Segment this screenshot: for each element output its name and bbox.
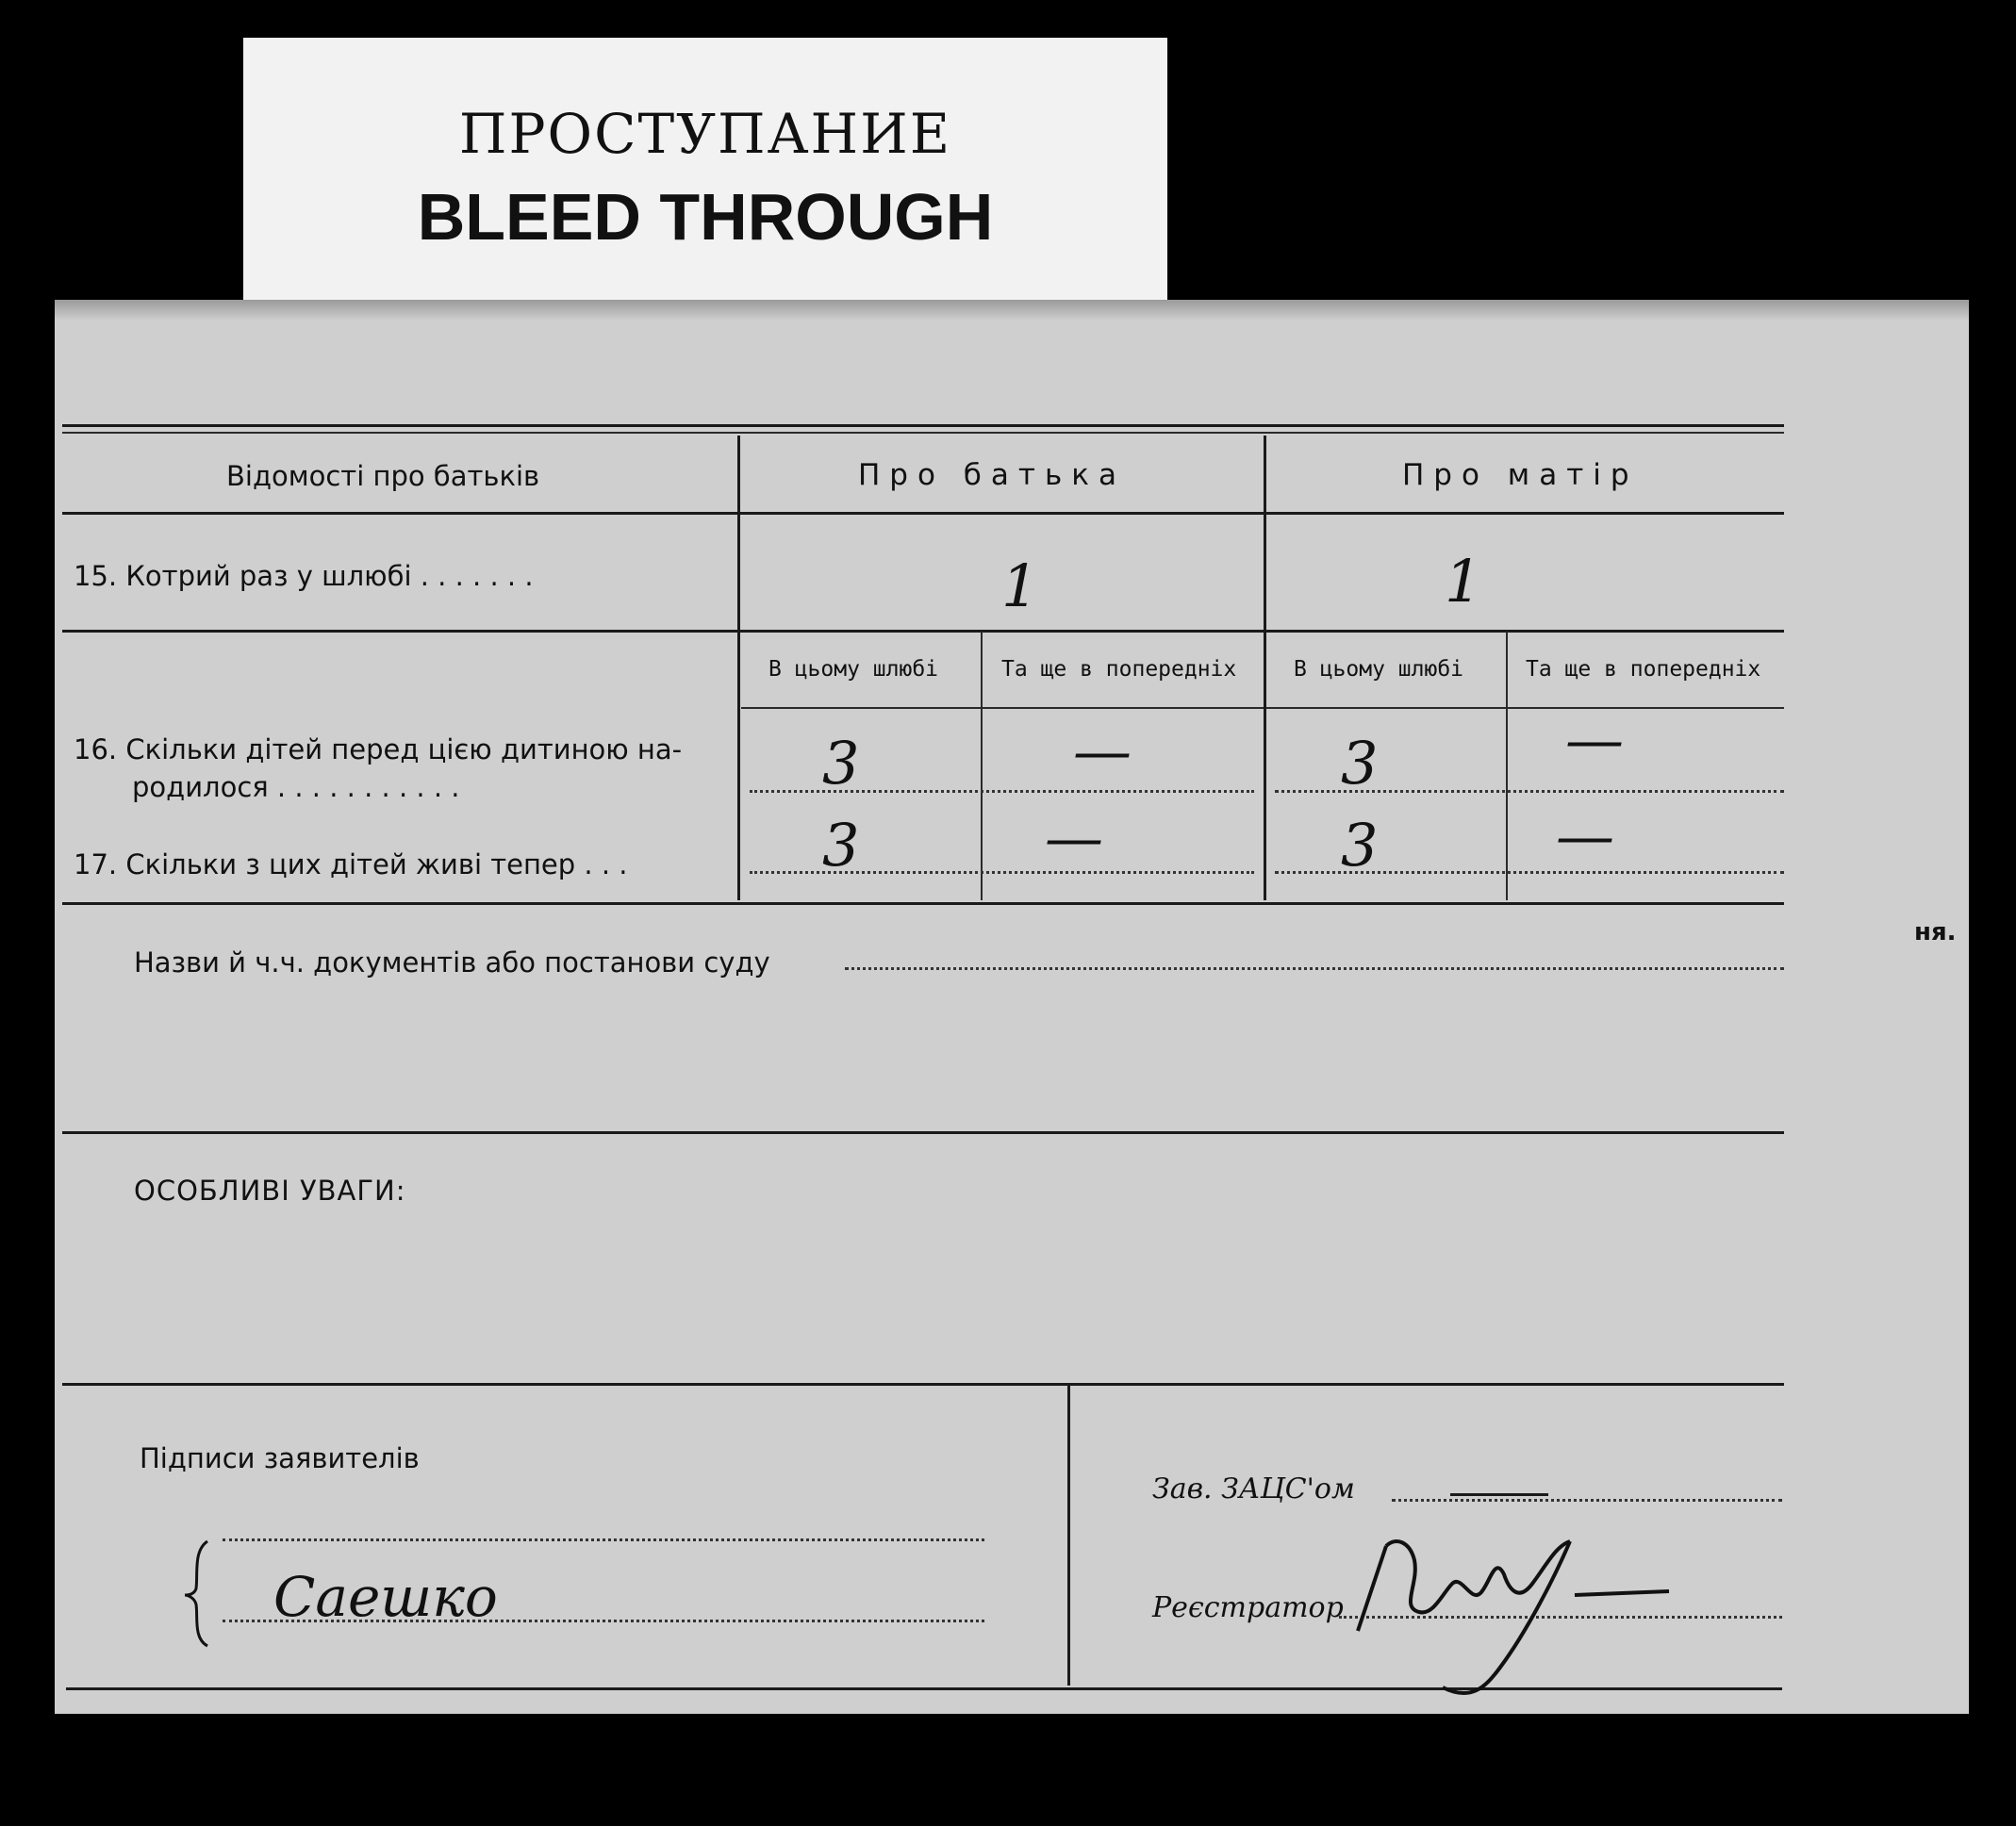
row17-mother-current: 3 — [1341, 811, 1379, 880]
row17-father-previous: — — [1045, 803, 1103, 872]
subheader-mother-current: В цьому шлюбі — [1294, 657, 1464, 682]
sheet-top-shadow — [55, 300, 1969, 321]
row16-label-line2: родилося . . . . . . . . . . . — [132, 771, 460, 803]
rule-row17-bottom — [62, 902, 1784, 905]
rule-subheader-bottom — [741, 707, 1784, 709]
rule-top-double — [62, 432, 1784, 434]
rule-top — [62, 424, 1784, 427]
registrar-signature — [1330, 1518, 1688, 1706]
rule-remarks-bottom — [62, 1383, 1784, 1386]
col-divider-mother-sub — [1506, 632, 1508, 900]
rule-documents-bottom — [62, 1131, 1784, 1134]
rule-header-bottom — [62, 512, 1784, 515]
applicant-signature: Саешко — [273, 1565, 498, 1629]
head-zags-dotline — [1392, 1499, 1782, 1502]
row16-father-previous: — — [1073, 716, 1132, 785]
row16-mother-previous: — — [1565, 705, 1624, 774]
col-divider-1 — [737, 436, 740, 900]
row15-father-value: 1 — [1001, 551, 1039, 620]
row15-mother-value: 1 — [1445, 547, 1482, 616]
header-parents-info: Відомості про батьків — [226, 460, 540, 492]
row16-father-current: 3 — [822, 729, 860, 798]
rule-row15-bottom — [62, 630, 1784, 633]
edge-fragment-text: ня. — [1914, 918, 1957, 946]
row17-father-current: 3 — [822, 811, 860, 880]
col-divider-father-sub — [981, 632, 983, 900]
tag-russian-text: ПРОСТУПАНИЕ — [458, 102, 952, 166]
applicants-signatures-label: Підписи заявителів — [140, 1442, 420, 1474]
subheader-mother-previous: Та ще в попередніх — [1526, 657, 1761, 682]
subheader-father-current: В цьому шлюбі — [768, 657, 939, 682]
header-about-mother: Про матір — [1402, 458, 1639, 492]
header-about-father: Про батька — [858, 458, 1126, 492]
col-divider-2 — [1264, 436, 1266, 900]
documents-dotline — [845, 967, 1784, 970]
head-zags-dash — [1450, 1493, 1548, 1496]
documents-label: Назви й ч.ч. документів або постанови суду — [134, 946, 770, 979]
brace-icon — [179, 1537, 217, 1650]
applicant-dotline-1 — [223, 1538, 984, 1541]
remarks-label: ОСОБЛИВІ УВАГИ: — [134, 1175, 406, 1207]
row16-mother-current: 3 — [1341, 729, 1379, 798]
tag-english-text: BLEED THROUGH — [417, 180, 994, 254]
subheader-father-previous: Та ще в попередніх — [1001, 657, 1237, 682]
head-zags-label: Зав. ЗАЦС'ом — [1152, 1472, 1355, 1505]
signature-divider — [1067, 1384, 1070, 1686]
row15-label: 15. Котрий раз у шлюбі . . . . . . . — [74, 560, 534, 592]
row17-label: 17. Скільки з цих дітей живі тепер . . . — [74, 848, 628, 880]
row17-mother-previous: — — [1556, 801, 1614, 870]
bleed-through-tag — [243, 38, 1167, 313]
row16-label-line1: 16. Скільки дітей перед цією дитиною на- — [74, 733, 683, 765]
registrar-label: Реєстратор — [1152, 1591, 1344, 1624]
